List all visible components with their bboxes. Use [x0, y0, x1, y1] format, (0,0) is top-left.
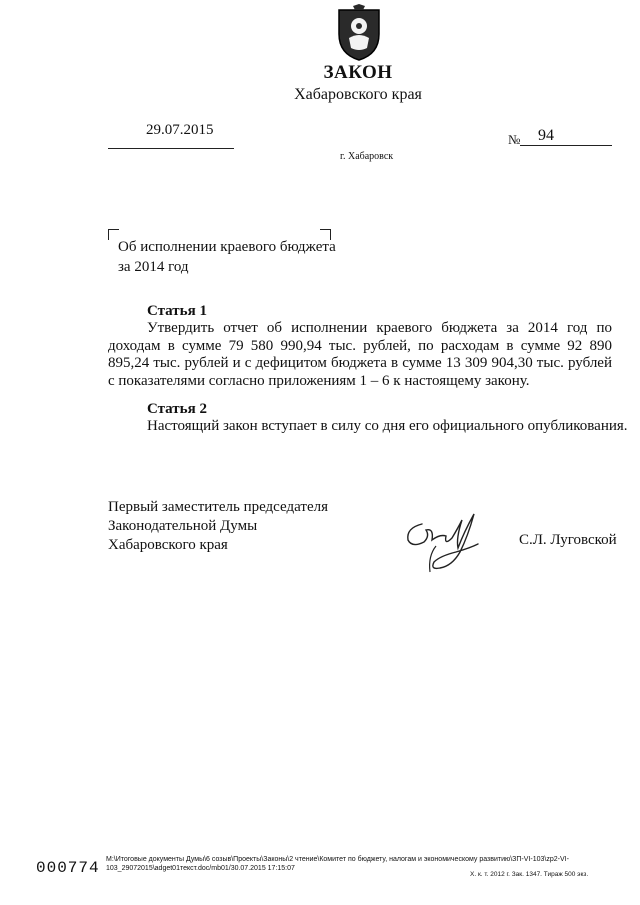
date-underline [108, 148, 234, 149]
article-1-text: Утвердить отчет об исполнении краевого бюджета за 2014 год по доходам в сумме 79 580 990,94 тыс. рублей, по расходам в сумме 92 890 895,24 тыс. рублей и с дефицитом бюджета в сумме 13 309 904,30 тыс. рублей с показателями согласно приложениям 1 – 6 к настоящему закону. [108, 320, 612, 389]
document-date: 29.07.2015 [146, 122, 214, 138]
signer-position [108, 498, 328, 555]
footer-document-code: 000774 [36, 859, 100, 877]
law-subject [118, 237, 336, 277]
law-subject-line2: за 2014 год [118, 259, 189, 275]
document-subtitle: Хабаровского края [294, 86, 422, 103]
number-sign: № [508, 132, 521, 147]
law-subject-line1: Об исполнении краевого бюджета [118, 239, 336, 255]
city-label: г. Хабаровск [340, 151, 394, 162]
footer-file-path-line1: M:\Итоговые документы Думы\6 созыв\Проекты\Законы\2 чтение\Комитет по бюджету, налогам и экономическому развитию\ЗП-VI-103\zp2-VI- [106, 856, 569, 863]
footer-file-path-line2: 103_29072015\adget01текст.doc/mb01/30.07.2015 17:15:07 [106, 865, 295, 872]
document-number: 94 [538, 127, 554, 144]
article-2-heading: Статья 2 [147, 401, 207, 417]
handwritten-signature [400, 506, 490, 578]
article-2-text: Настоящий закон вступает в силу со дня его официального опубликования. [147, 418, 628, 434]
document-title: ЗАКОН [323, 62, 393, 83]
signer-position-line3: Хабаровского края [108, 537, 228, 553]
signer-name: С.Л. Луговской [519, 532, 617, 548]
coat-of-arms-emblem [333, 4, 385, 62]
signer-position-line1: Первый заместитель председателя [108, 499, 328, 515]
article-1-heading: Статья 1 [147, 303, 207, 319]
number-underline [520, 145, 612, 146]
signer-position-line2: Законодательной Думы [108, 518, 258, 534]
footer-print-info: Х. к. т. 2012 г. Зак. 1347. Тираж 500 экз. [470, 871, 589, 878]
